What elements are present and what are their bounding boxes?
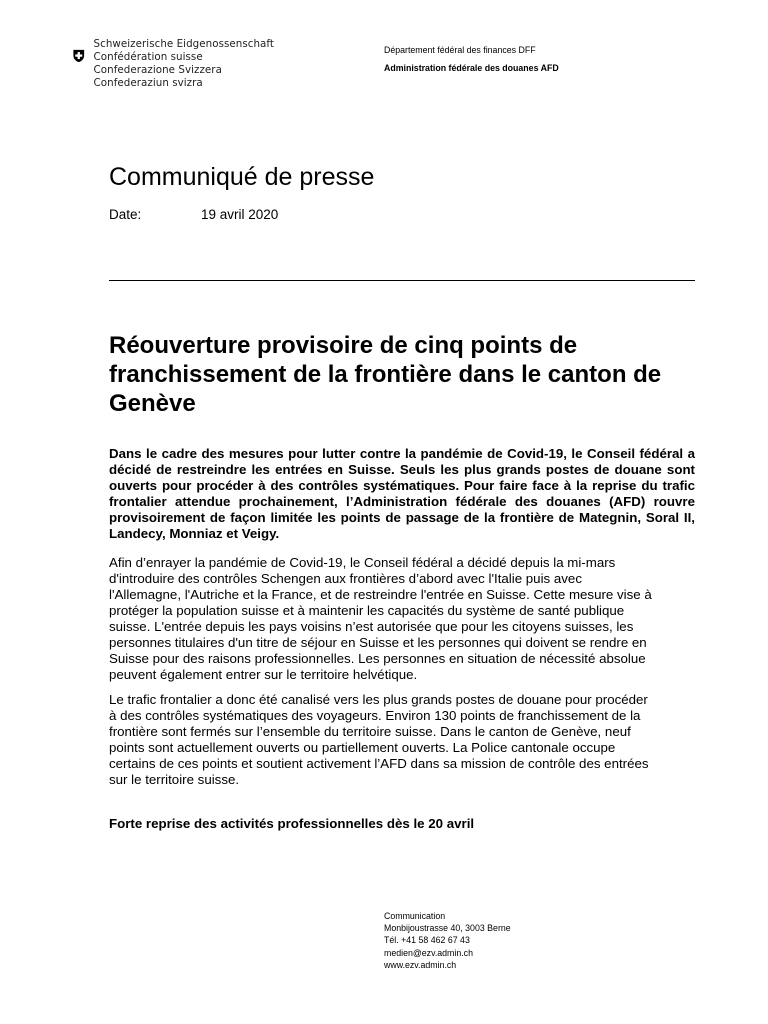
confederation-names [94, 38, 274, 90]
body-line: sur le territoire suisse. [109, 772, 240, 787]
confederation-name-it: Confederazione Svizzera [93, 64, 222, 76]
body-line: à des contrôles systématiques des voyageurs. Environ 130 points de franchissement de la [109, 708, 641, 723]
body-line: certains de ces points et soutient activement l’AFD dans sa mission de contrôle des entrées [109, 756, 649, 771]
confederation-name-de: Schweizerische Eidgenossenschaft [93, 38, 274, 50]
contact-address: Monbijoustrasse 40, 3003 Berne [384, 923, 511, 934]
date-label: Date: [109, 207, 142, 222]
body-line: Suisse pour des raisons professionnelles. Les personnes en situation de nécessité absolue [109, 651, 646, 666]
body-line: personnes titulaires d'un titre de séjour en Suisse et les personnes qui doivent se rendre en [109, 635, 647, 650]
confederation-name-fr: Confédération suisse [93, 51, 203, 63]
department-block [384, 41, 559, 77]
date-row [109, 207, 279, 223]
press-release-headline: Réouverture provisoire de cinq points de franchissement de la frontière dans le canton de Genève [109, 332, 662, 417]
contact-phone: Tél. +41 58 462 67 43 [384, 935, 470, 946]
section-subheading: Forte reprise des activités professionnelles dès le 20 avril [109, 816, 475, 831]
contact-block [384, 910, 511, 971]
contact-website: www.ezv.admin.ch [384, 959, 457, 970]
date-value: 19 avril 2020 [201, 207, 279, 222]
confederation-name-rm: Confederaziun svizra [93, 77, 203, 89]
federal-logo [72, 38, 274, 102]
body-line: protéger la population suisse et à maintenir les capacités du système de santé publique [109, 603, 625, 618]
body-paragraph-1 [109, 555, 695, 683]
body-line: Le trafic frontalier a donc été canalisé vers les plus grands postes de douane pour procéder [109, 692, 648, 707]
contact-email: medien@ezv.admin.ch [384, 947, 473, 958]
body-line: d'introduire des contrôles Schengen aux frontières d’abord avec l'Italie puis avec [109, 571, 582, 586]
contact-department: Communication [384, 911, 446, 921]
document-type: Communiqué de presse [109, 163, 375, 191]
body-line: suisse. L'entrée depuis les pays voisins n’est autorisée que pour les citoyens suisses, les [109, 619, 634, 634]
body-paragraph-2 [109, 692, 695, 788]
body-line: frontière sont fermés sur l’ensemble du territoire suisse. Dans le canton de Genève, neuf [109, 724, 631, 739]
lead-paragraph: Dans le cadre des mesures pour lutter contre la pandémie de Covid-19, le Conseil fédéral a décidé de restreindre les entrées en Suisse. Seuls les plus grands postes de douane sont ouverts pour procéder à des contrôles systématiques. Pour faire face à la reprise du trafic frontalier attendue prochainement, l’Administration fédérale des douanes (AFD) rouvre provisoirement de façon limitée les points de passage de la frontière de Mategnin, Soral II, Landecy, Monniaz et Veigy. [109, 446, 695, 541]
separator-line [109, 280, 695, 281]
administration-name: Administration fédérale des douanes AFD [384, 63, 559, 73]
body-line: Afin d’enrayer la pandémie de Covid-19, le Conseil fédéral a décidé depuis la mi-mars [109, 555, 616, 570]
department-name: Département fédéral des finances DFF [384, 45, 536, 55]
swiss-cross-shield-icon [73, 40, 85, 72]
body-line: peuvent également entrer sur le territoire helvétique. [109, 667, 418, 682]
body-line: points sont actuellement ouverts ou partiellement ouverts. La Police cantonale occupe [109, 740, 616, 755]
body-line: l'Allemagne, l'Autriche et la France, et de restreindre l'entrée en Suisse. Cette mesure vise à [109, 587, 652, 602]
